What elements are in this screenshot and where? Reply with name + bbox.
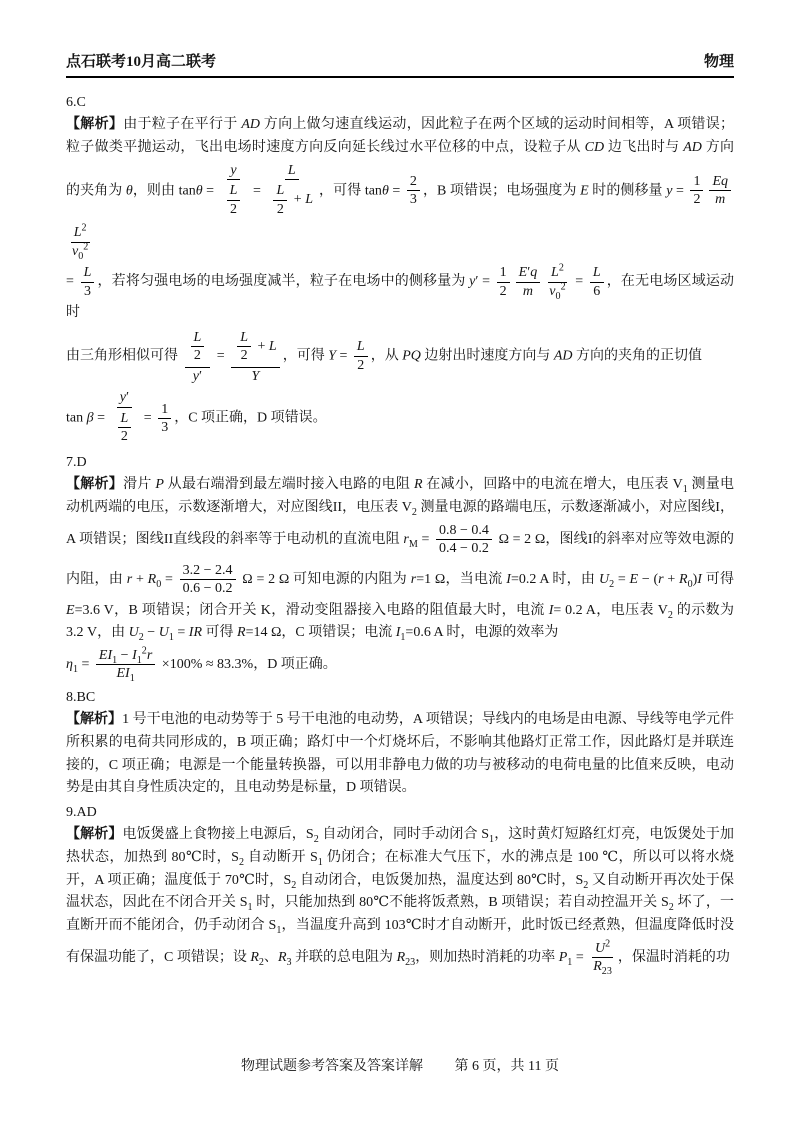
math-fraction: $\frac{L}{6}$ — [590, 264, 604, 300]
math-fraction: $\frac{Eq}{m}$ — [709, 173, 731, 209]
math-fraction: $\frac{EI_1 - I_1^2r}{EI_1}$ — [96, 647, 155, 683]
explanation-paragraph: 【解析】电饭煲盛上食物接上电源后，$S_2$ 自动闭合，同时手动闭合 $S_1$，这时黄灯短路红灯亮，电饭煲处于加热状态，加热到 80℃时，$S_2$ 自动断开 $S_1$ 仍闭合；在标准大气压下，水的沸点是 100 ℃，所以可以将水烧开，A 项正确；温度低于 70℃时，$S_2$ 自动闭合，电饭煲加热，温度达到 80℃时，$S_2$ 又自动断开再次处于保温状态，因此在不闭合开关 $S_1$ 时，只能加热到 80℃不能将饭煮熟，B 项错误；若自动控温开关 $S_2$ 坏了，一直断开而不能闭合，仍手动闭合 $S_1$，当温度升高到 103℃时才自动断开，此时饭已经煮熟，但温度降低时没有保温功能了，C 项错误；设 $R_2$、$R_3$ 并联的总电阻为 $R_{23}$，则加热时消耗的功率 $P_1$ = $\frac{U^2}{R_{23}}$ ，保温时消耗的功 — [66, 827, 734, 978]
math-fraction: $\frac{L}{2}$ — [273, 182, 287, 218]
math-fraction: $\frac{L^2}{v_0^2}$ — [72, 222, 89, 262]
header-subject: 物理 — [703, 54, 734, 70]
explanation-paragraph: 由三角形相似可得 $\frac{\frac{L}{2}}{y'}$ = $\frac{L}{2}$ + L Y ，可得 Y = $\frac{L}{2}$ ，从 PQ 边射出时速度方向与 AD 方向的夹角的正切值 — [66, 325, 734, 388]
answer-number: 6.C — [66, 95, 86, 110]
math-fraction: $\frac{1}{2}$ — [497, 264, 510, 300]
answer-section — [66, 802, 734, 978]
math-fraction: $\frac{L}{2}$ + L Y — [231, 327, 280, 386]
answer-section — [66, 687, 734, 800]
explanation-paragraph: tan β = $\frac{y'}{\frac{L}{2}}$ = $\frac{1}{3}$ ，C 项正确，D 项错误。 — [66, 387, 734, 450]
answer-number: 7.D — [66, 454, 87, 470]
math-fraction: $\frac{L^2}{v_0^2}$ — [549, 262, 566, 302]
explanation-paragraph: 【解析】1 号干电池的电动势等于 5 号干电池的电动势，A 项错误；导线内的电场是由电源、导线等电学元件所积累的电荷共同形成的，B 项正确；路灯中一个灯烧坏后，不影响其他路灯正常工作，因此路灯是并联连接的，C 项正确；电源是一个能量转换器，可以用非静电力做的功与被移动的电荷电量的比值来反映，电动势是由其自身性质决定的，且电动势是标量，D 项错误。 — [66, 712, 734, 796]
math-fraction: $\frac{\frac{L}{2}}{y'}$ — [185, 327, 211, 386]
math-fraction: $\frac{3.2 - 2.4}{0.6 - 0.2}$ — [180, 562, 236, 598]
footer-doc-title: 物理试题参考答案及答案详解 — [241, 1059, 423, 1074]
explanation-paragraph: 【解析】滑片 P 从最右端滑到最左端时接入电路的电阻 R 在减小，回路中的电流在增大，电压表 $V_1$ 测量电动机两端的电压，示数逐渐增大，对应图线II，电压表 $V_2$ 测量电源的路端电压，示数逐渐减小，对应图线I，A 项错误；图线II直线段的斜率等于电动机的直流电阻 $r_M$ = $\frac{0.8 - 0.4}{0.4 - 0.2}$ Ω = 2 Ω，图线I的斜率对应等效电源的内阻，由 $r + R_0$ = $\frac{3.2 - 2.4}{0.6 - 0.2}$ Ω = 2 Ω 可知电源的内阻为 r=1 Ω，当电流 I=0.2 A 时，由 $U_2 = E - (r + R_0)I$ 可得 E=3.6 V，B 项错误；闭合开关 K，滑动变阻器接入电路的阻值最大时，电流 I= 0.2 A，电压表 $V_2$ 的示数为 3.2 V，由 $U_2 - U_1$ = IR 可得 R=14 Ω，C 项错误；电流 $I_1=0.6$ A 时，电源的效率为 — [66, 477, 735, 644]
page-footer — [0, 1055, 800, 1075]
math-fraction: L $\frac{L}{2}$ + L — [267, 162, 316, 221]
answer-number: 8.BC — [66, 689, 96, 705]
header-exam-title: 点石联考10月高二联考 — [66, 54, 217, 70]
answer-section — [66, 92, 734, 450]
explanation-paragraph: 【解析】由于粒子在平行于 AD 方向上做匀速直线运动，因此粒子在两个区域的运动时间相等，A 项错误；粒子做类平抛运动，飞出电场时速度方向反向延长线过水平位移的中点，设粒子从 CD 边飞出时与 AD 方向的夹角为 θ，则由 tanθ = $\frac{y}{\frac{L}{2}}$ = L $\frac{L}{2}$ + L ，可得 tanθ = $\frac{2}{3}$ ，B 项错误；电场强度为 E 时的侧移量 y = $\frac{1}{2}$ $\frac{Eq}{m}$ $\frac{L^2}{v_0^2}$ — [66, 117, 735, 262]
math-fraction: $\frac{L}{2}$ — [227, 182, 241, 218]
math-fraction: $\frac{L}{2}$ — [237, 329, 251, 365]
explanation-paragraph: $\eta_1$ = $\frac{EI_1 - I_1^2r}{EI_1}$ ×100% ≈ 83.3%，D 项正确。 — [66, 645, 337, 685]
answer-section — [66, 452, 734, 685]
answers-main — [66, 92, 734, 978]
math-fraction: $\frac{L}{2}$ — [354, 338, 368, 374]
math-fraction: $\frac{E'q}{m}$ — [516, 264, 541, 300]
math-fraction: $\frac{L}{2}$ — [118, 410, 132, 446]
answer-number: 9.AD — [66, 805, 97, 821]
math-fraction: $\frac{2}{3}$ — [407, 173, 420, 209]
explanation-paragraph: = $\frac{L}{3}$ ，若将匀强电场的电场强度减半，粒子在电场中的侧移量为 y′ = $\frac{1}{2}$ $\frac{E'q}{m}$ $\frac{L^2}{v_0^2}$ = $\frac{L}{6}$ ，在无电场区域运动时 — [66, 262, 735, 321]
footer-page-number: 第 6 页，共 11 页 — [454, 1059, 559, 1074]
math-fraction: $\frac{1}{3}$ — [158, 401, 171, 437]
math-fraction: $\frac{0.8 - 0.4}{0.4 - 0.2}$ — [436, 522, 492, 558]
page-header — [66, 50, 734, 78]
math-fraction: $\frac{y}{\frac{L}{2}}$ — [221, 162, 247, 221]
math-fraction: $\frac{U^2}{R_{23}}$ — [593, 938, 612, 978]
math-fraction: $\frac{y'}{\frac{L}{2}}$ — [112, 389, 138, 448]
math-fraction: $\frac{L}{2}$ — [191, 329, 205, 365]
math-fraction: $\frac{1}{2}$ — [690, 173, 703, 209]
math-fraction: $\frac{L}{3}$ — [81, 264, 95, 300]
